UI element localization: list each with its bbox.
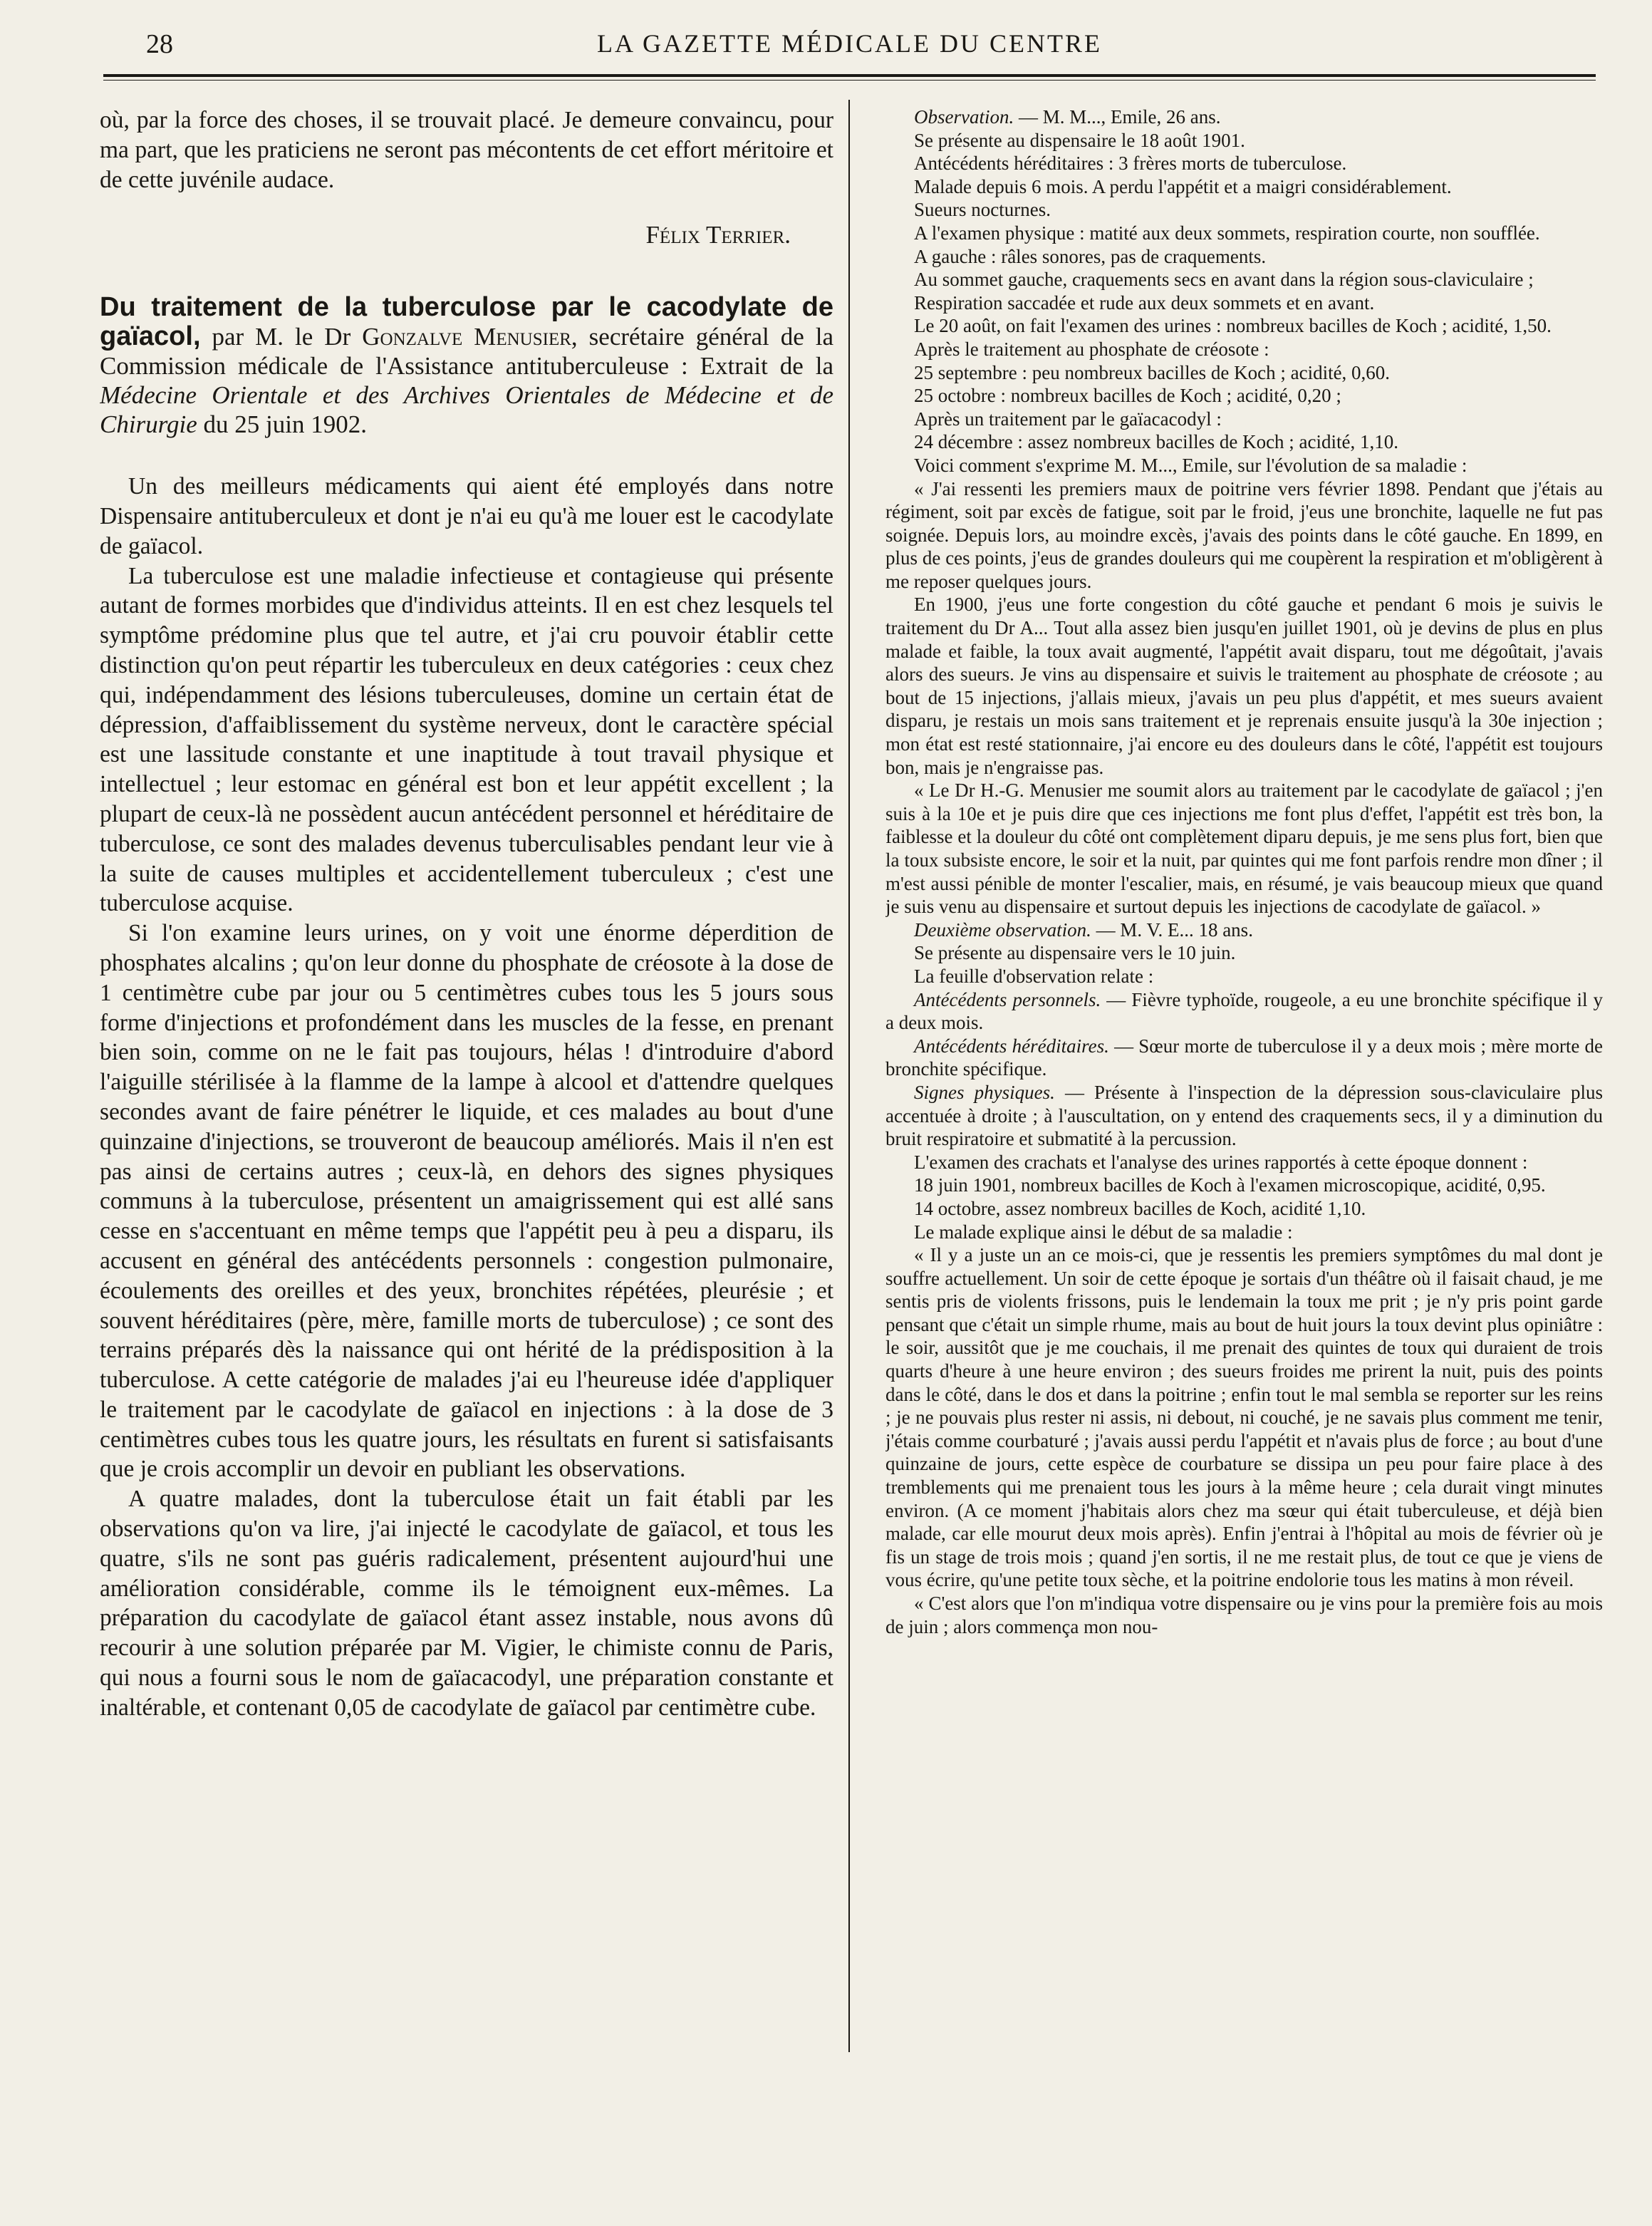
article-date: du 25 juin 1902. bbox=[197, 410, 367, 439]
obs2-line: Se présente au dispensaire vers le 10 juin. bbox=[914, 942, 1236, 964]
column-divider bbox=[848, 100, 850, 2052]
observation-1-label: Observation. bbox=[914, 106, 1014, 128]
obs1-quote: « J'ai ressenti les premiers maux de poitrine vers février 1898. Pendant que j'étais au régiment, soit par excès de fatigue, soit par le froid, j'eus une bronchite, laquelle ne fut pas soignée. Depuis lors, au moindre excès, j'avais des points dans le côté gauche. En 1899, en plus de ces points, j'eus de grandes douleurs qui me coupèrent la respiration et m'obligèrent à me reposer quelques jours. bbox=[885, 477, 1603, 592]
obs1-line: 25 octobre : nombreux bacilles de Koch ; acidité, 0,20 ; bbox=[914, 385, 1341, 407]
running-title: LA GAZETTE MÉDICALE DU CENTRE bbox=[597, 29, 1102, 58]
signature: Félix Terrier. bbox=[645, 221, 791, 249]
intro-paragraph: où, par la force des choses, il se trouvait placé. Je demeure convaincu, pour ma part, que les praticiens ne seront pas mécontents de cet effort méritoire et de cette juvénile audace. bbox=[100, 107, 833, 193]
obs1-line: Antécédents héréditaires : 3 frères morts de tuberculose. bbox=[914, 152, 1347, 175]
obs2-quote: « Il y a juste un an ce mois-ci, que je ressentis les premiers symptômes du mal dont je souffre actuellement. Un soir de cette époque je sortais d'un théâtre où il faisait chaud, je me sentis pris de violents frissons, puis le lendemain la toux me prit ; je n'y pris point garde pensant que c'était un simple rhume, mais au bout de huit jours la toux devint plus opiniâtre : le soir, aussitôt que je me couchais, il me prenait des quintes de toux qui duraient de trois quarts d'heure à une heure environ ; des sueurs froides me prirent la nuit, puis des points dans le côté, dans le dos et dans la poitrine ; enfin tout le mal sembla se reporter sur les reins ; je ne pouvais plus rester ni assis, ni debout, ni couché, je ne savais plus comment me tenir, j'étais comme courbaturé ; j'avais aussi perdu l'appétit et n'avais plus de force ; au bout d'une quinzaine de jours, cette espèce de courbature se dissipa un peu pour faire place à des tremblements qui me prenaient tous les jours à la même heure ; cela durait vingt minutes environ. (A ce moment j'habitais alors chez ma sœur qui était tuberculeuse, et déjà bien malade, car elle mourut deux mois après). Enfin j'entrai à l'hôpital au mois de février où je fis un stage de trois mois ; quand j'en sortis, il ne me restait plus, de tout ce que je viens de vous écrire, qu'une petite toux sèche, et la poitrine endolorie tous les matins à mon réveil. bbox=[885, 1244, 1603, 1591]
obs2-line: Le malade explique ainsi le début de sa maladie : bbox=[914, 1221, 1293, 1243]
right-column bbox=[885, 105, 1603, 1638]
obs1-line: Au sommet gauche, craquements secs en avant dans la région sous-claviculaire ; bbox=[914, 269, 1534, 291]
page-header bbox=[103, 24, 1596, 61]
observation-1-heading: Observation. — M. M..., Emile, 26 ans. bbox=[914, 106, 1221, 128]
obs1-line: 24 décembre : assez nombreux bacilles de Koch ; acidité, 1,10. bbox=[914, 431, 1399, 453]
header-rule-thin bbox=[103, 80, 1596, 81]
obs1-line: Sueurs nocturnes. bbox=[914, 199, 1051, 221]
obs1-line: Malade depuis 6 mois. A perdu l'appétit et a maigri considérablement. bbox=[914, 175, 1452, 197]
obs2-signs: Signes physiques. — Présente à l'inspection de la dépression sous-claviculaire plus accentuée à droite ; à l'auscultation, on y entend des craquements secs, il y a diminution du bruit respiratoire et submatité à la percussion. bbox=[885, 1081, 1603, 1150]
observation-2-heading: Deuxième observation. — M. V. E... 18 ans. bbox=[914, 918, 1253, 941]
header-rule bbox=[103, 74, 1596, 77]
obs1-line: 25 septembre : peu nombreux bacilles de Koch ; acidité, 0,60. bbox=[914, 361, 1391, 383]
article-title: Du traitement de la tuberculose par le cacodylate de gaïacol, bbox=[100, 292, 833, 352]
obs2-quote: « C'est alors que l'on m'indiqua votre dispensaire ou je vins pour la première fois au mois de juin ; alors commença mon nou- bbox=[885, 1593, 1603, 1637]
obs1-line: Le 20 août, on fait l'examen des urines : nombreux bacilles de Koch ; acidité, 1,50. bbox=[914, 315, 1552, 337]
body-paragraph: Si l'on examine leurs urines, on y voit une énorme déperdition de phosphates alcalins ; qu'on leur donne du phosphate de créosote à la dose de 1 centimètre cube par jour ou 5 centimètres cubes tous les 5 jours sous forme d'injections et profondément dans les muscles de la fesse, en prenant bien soin, comme on ne le fait pas toujours, hélas ! d'introduire d'abord l'aiguille stérilisée à la flamme de la lampe à alcool et d'attendre quelques secondes avant de faire pénétrer le liquide, et ces malades au bout d'une quinzaine d'injections, se trouveront de beaucoup améliorés. Mais il n'en est pas ainsi de certains autres ; ceux-là, en dehors des signes physiques communs à la tuberculose, présentent un amaigrissement qui est allé sans cesse en s'accentuant en même temps que l'appétit peu à peu a disparu, ils accusent en général des antécédents personnels : congestion pulmonaire, écoulements des oreilles et des yeux, bronchites répétées, pleurésie ; et souvent héréditaires (père, mère, famille morts de tuberculose) ; ce sont des terrains préparés dès la naissance qui ont hérité de la prédisposition à la tuberculose. A cette catégorie de malades j'ai eu l'heureuse idée d'appliquer le traitement par le cacodylate de gaïacol en injections : à la dose de 3 centimètres cubes tous les quatre jours, les résultats en furent si satisfaisants que je crois accomplir un devoir en publiant les observations. bbox=[100, 920, 833, 1483]
obs2-line: La feuille d'observation relate : bbox=[914, 965, 1154, 987]
obs1-line: A l'examen physique : matité aux deux sommets, respiration courte, non soufflée. bbox=[914, 222, 1540, 244]
obs1-line: Après le traitement au phosphate de créosote : bbox=[914, 338, 1269, 360]
body-paragraph: La tuberculose est une maladie infectieuse et contagieuse qui présente autant de formes morbides que d'individus atteints. Il en est chez lesquels tel symptôme prédomine plus que tel autre, et j'ai cru pouvoir établir cette distinction qu'on peut répartir les tuberculeux en deux catégories : ceux chez qui, indépendamment des lésions tuberculeuses, domine un certain état de dépression, d'affaiblissement du système nerveux, dont le caractère spécial est une lassitude constante et une inaptitude à tout travail physique et intellectuel ; leur estomac en général est bon et leur appétit excellent ; la plupart de ceux-là ne possèdent aucun antécédent personnel et héréditaire de tuberculose, ce sont des malades devenus tuberculisables pendant leur vie à la suite de causes multiples et accidentellement tuberculeux ; c'est une tuberculose acquise. bbox=[100, 562, 833, 917]
observation-2-label: Deuxième observation. bbox=[914, 918, 1091, 941]
article-journal: Médecine Orientale et des Archives Orientales de Médecine et de Chirurgie bbox=[100, 381, 833, 439]
obs1-line: Après un traitement par le gaïacacodyl : bbox=[914, 408, 1222, 430]
article-heading bbox=[100, 293, 833, 439]
obs1-quote: En 1900, j'eus une forte congestion du côté gauche et pendant 6 mois je suivis le traitement du Dr A... Tout alla assez bien jusqu'en juillet 1901, où je devins de plus en plus malade et faible, la toux avait augmenté, l'appétit avait disparu, tout me dégoûtait, j'avais alors des sueurs. Je vins au dispensaire et suivis le traitement au phosphate de créosote ; au bout de 15 injections, j'allais mieux, j'avais un peu plus d'appétit, et mes sueurs avaient disparu, je restais un mois sans traitement et je reprenais ensuite jusqu'à la 30e injection ; mon état est resté stationnaire, j'ai encore eu des douleurs dans le côté, l'appétit est toujours bon, mais je n'engraisse pas. bbox=[885, 594, 1603, 778]
obs1-line: Se présente au dispensaire le 18 août 1901. bbox=[914, 129, 1245, 151]
obs2-line: L'examen des crachats et l'analyse des urines rapportés à cette époque donnent : bbox=[914, 1151, 1528, 1173]
article-byline: par M. le Dr bbox=[200, 323, 363, 351]
obs1-line: Voici comment s'exprime M. M..., Emile, sur l'évolution de sa maladie : bbox=[914, 454, 1467, 476]
body-paragraph: A quatre malades, dont la tuberculose était un fait établi par les observations qu'on va lire, j'ai injecté le cacodylate de gaïacol, et tous les quatre, s'ils ne sont pas guéris radicalement, présentent aujourd'hui une amélioration considérable, comme ils le témoignent eux-mêmes. La préparation du cacodylate de gaïacol étant assez instable, nous avons dû recourir à une solution préparée par M. Vigier, le chimiste connu de Paris, qui nous a fourni sous le nom de gaïacacodyl, une préparation constante et inaltérable, et contenant 0,05 de cacodylate de gaïacol par centimètre cube. bbox=[100, 1486, 833, 1721]
article-byline-2: , secrétaire général de la Commission médicale de l'Assistance antituberculeuse : Extrait de la bbox=[100, 323, 833, 381]
obs2-personal: Antécédents personnels. — Fièvre typhoïde, rougeole, a eu une bronchite spécifique il y a deux mois. bbox=[885, 988, 1603, 1034]
left-column bbox=[100, 105, 833, 1723]
obs1-quote: « Le Dr H.-G. Menusier me soumit alors au traitement par le cacodylate de gaïacol ; j'en suis à la 10e et je puis dire que ces injections me font plus d'effet, l'appétit est très bon, la faiblesse et la douleur du côté ont complètement diparu depuis, je me sens plus fort, bien que la toux subsiste encore, le soir et la nuit, par quintes qui me font parfois rendre mon dîner ; il m'est aussi pénible de monter l'escalier, mais, en résumé, je vais beaucoup mieux que quand je suis venu au dispensaire et surtout depuis les injections de cacodylate de gaïacol. » bbox=[885, 780, 1603, 918]
body-paragraph: Un des meilleurs médicaments qui aient été employés dans notre Dispensaire antituberculeux et dont je n'ai eu qu'à me louer est le cacodylate de gaïacol. bbox=[100, 473, 833, 559]
page-number: 28 bbox=[146, 29, 173, 59]
obs1-line: Respiration saccadée et rude aux deux sommets et en avant. bbox=[914, 291, 1375, 314]
article-author: Gonzalve Menusier bbox=[362, 323, 571, 351]
obs2-hereditary: Antécédents héréditaires. — Sœur morte de tuberculose il y a deux mois ; mère morte de bronchite spécifique. bbox=[885, 1035, 1603, 1080]
obs1-line: A gauche : râles sonores, pas de craquements. bbox=[914, 245, 1267, 267]
obs2-line: 14 octobre, assez nombreux bacilles de Koch, acidité 1,10. bbox=[914, 1197, 1366, 1219]
obs2-line: 18 juin 1901, nombreux bacilles de Koch à l'examen microscopique, acidité, 0,95. bbox=[914, 1174, 1546, 1196]
